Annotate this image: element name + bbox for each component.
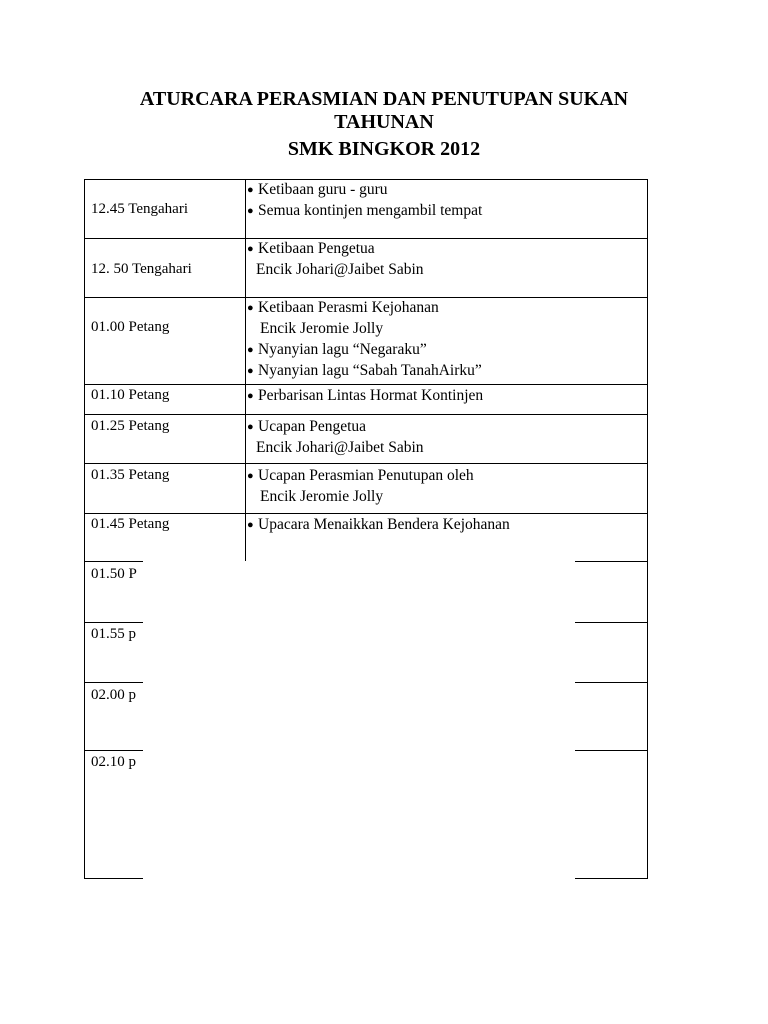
bullet-icon: ● — [247, 243, 254, 255]
table-border-right — [647, 179, 648, 879]
bullet-icon: ● — [247, 470, 254, 482]
activity-subtext: Encik Johari@Jaibet Sabin — [256, 261, 424, 278]
bullet-icon: ● — [247, 390, 254, 402]
page-title-line-3: SMK BINGKOR 2012 — [287, 138, 481, 160]
row-time: 01.45 Petang — [91, 516, 170, 532]
activity-item: ● Semua kontinjen mengambil tempat — [247, 202, 483, 219]
row-time: 12. 50 Tengahari — [91, 261, 192, 277]
activity-item: ● Ketibaan Pengetua — [247, 240, 375, 257]
bullet-icon: ● — [247, 205, 254, 217]
row-time: 01.35 Petang — [91, 467, 170, 483]
row-time: 12.45 Tengahari — [91, 201, 188, 217]
bullet-icon: ● — [247, 184, 254, 196]
table-row-divider — [84, 463, 648, 464]
activity-item: ● Ketibaan guru - guru — [247, 181, 388, 198]
bullet-icon: ● — [247, 421, 254, 433]
row-time-partial: 01.50 P — [91, 566, 137, 582]
row-time-partial: 01.55 p — [91, 626, 136, 642]
bullet-icon: ● — [247, 519, 254, 531]
activity-item: ● Ucapan Pengetua — [247, 418, 367, 435]
row-time-partial: 02.00 p — [91, 687, 136, 703]
row-time-partial: 02.10 p — [91, 754, 136, 770]
page-title-line-2: TAHUNAN — [334, 111, 434, 133]
page-title-line-1: ATURCARA PERASMIAN DAN PENUTUPAN SUKAN — [139, 88, 629, 110]
content-obscured-region — [143, 561, 575, 891]
table-row-divider — [84, 414, 648, 415]
activity-item: ● Upacara Menaikkan Bendera Kejohanan — [247, 516, 510, 533]
row-time: 01.10 Petang — [91, 387, 170, 403]
activity-subtext: Encik Jeromie Jolly — [260, 488, 384, 505]
table-column-divider — [245, 179, 246, 561]
activity-item: ● Ucapan Perasmian Penutupan oleh — [247, 467, 474, 484]
activity-item: ● Nyanyian lagu “Negaraku” — [247, 341, 427, 358]
table-border-left — [84, 179, 85, 879]
activity-item: ● Perbarisan Lintas Hormat Kontinjen — [247, 387, 484, 404]
activity-item: ● Nyanyian lagu “Sabah TanahAirku” — [247, 362, 482, 379]
bullet-icon: ● — [247, 344, 254, 356]
activity-subtext: Encik Johari@Jaibet Sabin — [256, 439, 424, 456]
bullet-icon: ● — [247, 365, 254, 377]
row-time: 01.25 Petang — [91, 418, 170, 434]
bullet-icon: ● — [247, 302, 254, 314]
row-time: 01.00 Petang — [91, 319, 170, 335]
activity-item: ● Ketibaan Perasmi Kejohanan — [247, 299, 439, 316]
activity-subtext: Encik Jeromie Jolly — [260, 320, 384, 337]
